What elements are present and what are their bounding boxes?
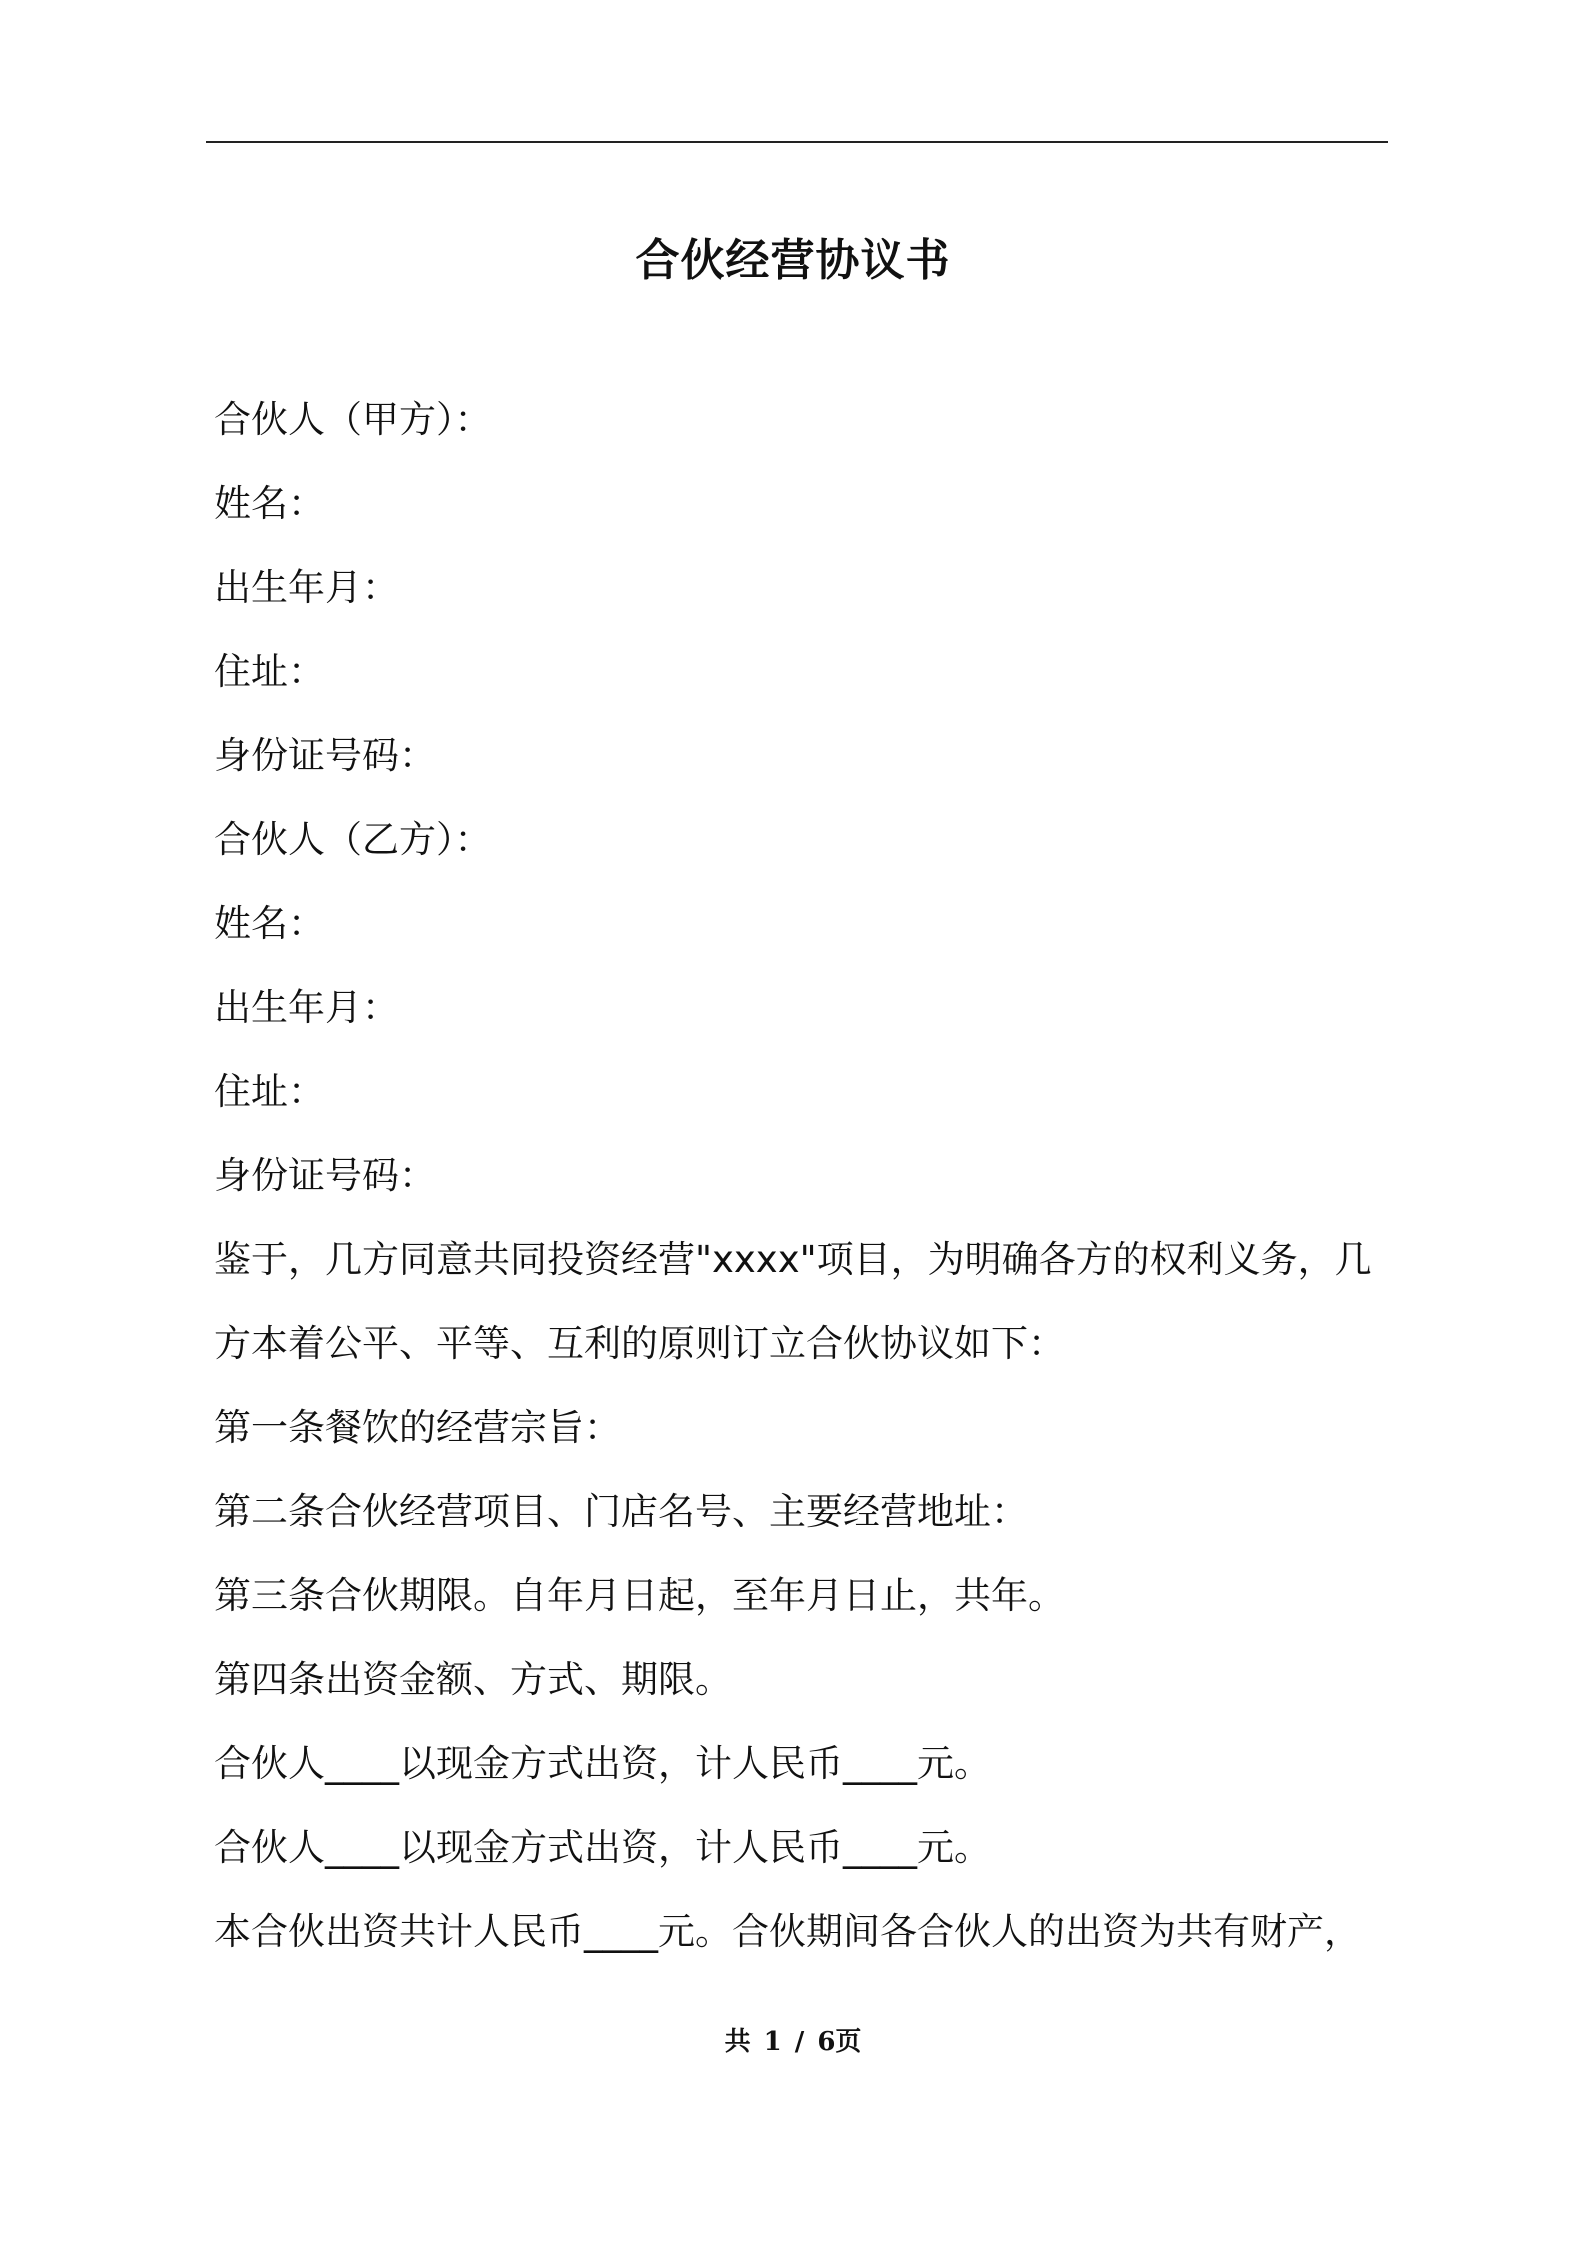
body-line: 住址： — [214, 1070, 325, 1113]
body-line: 第四条出资金额、方式、期限。 — [214, 1658, 732, 1701]
body-line: 第三条合伙期限。自年月日起，至年月日止，共年。 — [214, 1574, 1065, 1617]
body-line: 出生年月： — [214, 566, 399, 609]
body-line: 身份证号码： — [214, 1154, 436, 1197]
page-indicator: 共 1 / 6页 — [724, 2027, 862, 2057]
document-title: 合伙经营协议书 — [635, 235, 951, 286]
body-line: 第一条餐饮的经营宗旨： — [214, 1406, 621, 1449]
body-line: 出生年月： — [214, 986, 399, 1029]
body-line: 第二条合伙经营项目、门店名号、主要经营地址： — [214, 1490, 1028, 1533]
body-line: 方本着公平、平等、互利的原则订立合伙协议如下： — [214, 1322, 1065, 1365]
header-rule — [206, 141, 1388, 143]
body-line: 姓名： — [214, 482, 325, 525]
body-line: 合伙人____以现金方式出资，计人民币____元。 — [214, 1826, 991, 1869]
body-line: 合伙人____以现金方式出资，计人民币____元。 — [214, 1742, 991, 1785]
body-line: 身份证号码： — [214, 734, 436, 777]
document-body — [214, 378, 1390, 1974]
body-line: 本合伙出资共计人民币____元。合伙期间各合伙人的出资为共有财产， — [214, 1910, 1361, 1953]
body-line: 合伙人（乙方）： — [214, 818, 492, 861]
body-line: 合伙人（甲方）： — [214, 398, 492, 441]
body-line: 姓名： — [214, 902, 325, 945]
body-line: 住址： — [214, 650, 325, 693]
body-line: 鉴于，几方同意共同投资经营"xxxx"项目，为明确各方的权利义务，几 — [214, 1238, 1372, 1281]
